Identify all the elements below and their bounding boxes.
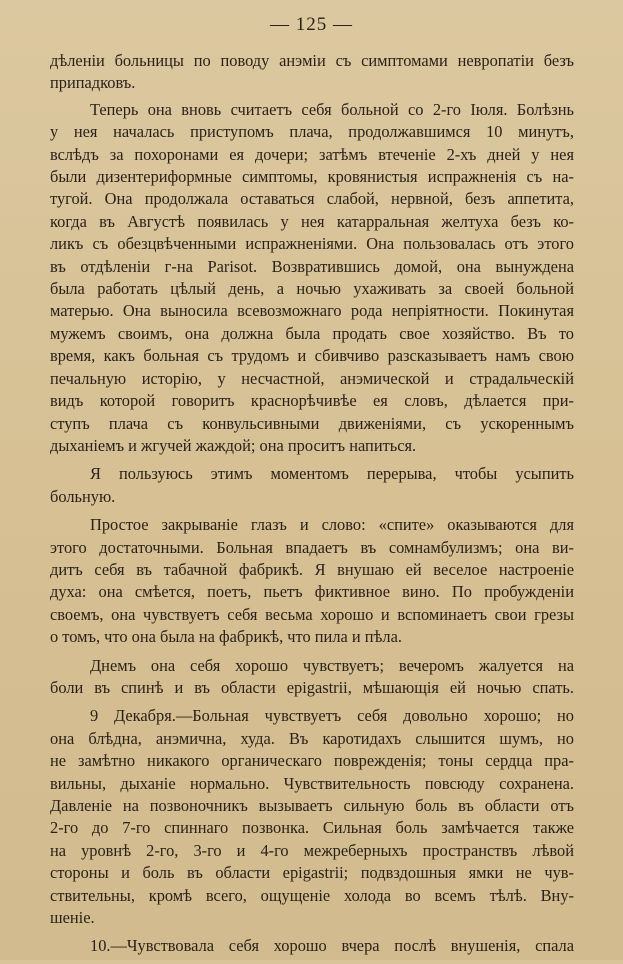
text-line: у нея началась приступомъ плача, продолжавшимся 10 минутъ,: [50, 122, 574, 142]
text-line: 2-го до 7-го спиннаго позвонка. Сильная боль замѣчается также: [50, 818, 574, 838]
text-line: на уровнѣ 2-го, 3-го и 4-го межреберныхъ пространствъ лѣвой: [50, 840, 574, 860]
paragraph-7: [50, 935, 574, 957]
text-line: 10.—Чувствовала себя хорошо вчера послѣ внушенія, спала: [90, 936, 574, 956]
text-line: она блѣдна, анэмична, худа. Въ каротидахъ слышится шумъ, но: [50, 728, 574, 748]
text-line: были дизентериформные симптомы, кровянистыя испражненія съ на-: [50, 167, 574, 187]
paragraph-3: [50, 463, 574, 508]
text-line: мужемъ своимъ, она должна была продать свое хозяйство. Въ то: [50, 323, 574, 343]
text-line: ликъ съ обезцвѣченными испражненіями. Она пользовалась отъ этого: [50, 234, 574, 254]
text-line: время, какъ больная съ трудомъ и сбивчиво разсказываетъ намъ свою: [50, 346, 574, 366]
paragraph-5: [50, 655, 574, 700]
text-line: своемъ, она чувствуетъ себя весьма хорошо и вспоминаетъ свои грезы: [50, 604, 574, 624]
text-line: боли въ спинѣ и въ области epigastrii, мѣшающія ей ночью спать.: [50, 677, 574, 697]
text-line: была работать цѣлый день, а ночью ухаживать за своей больной: [50, 279, 574, 299]
text-line: шеніе.: [50, 908, 95, 928]
text-line: дитъ себя въ табачной фабрикѣ. Я внушаю ей веселое настроеніе: [50, 559, 574, 579]
text-line: припадковъ.: [50, 73, 136, 93]
text-line: больную.: [50, 486, 116, 506]
text-line: матерью. Она выносила всевозможнаго рода непріятности. Покинутая: [50, 301, 574, 321]
text-line: Простое закрываніе глазъ и слово: «спите» оказываются для: [90, 515, 574, 535]
text-line: стороны и боль въ области epigastrii; подвздошныя ямки не чув-: [50, 863, 574, 883]
text-line: когда въ Августѣ появилась у нея катарральная желтуха безъ ко-: [50, 211, 574, 231]
text-line: дѣленіи больницы по поводу анэміи съ симптомами невропатіи безъ: [50, 51, 574, 70]
paragraph-4: [50, 514, 574, 648]
text-line: ствительны, кромѣ всего, ощущеніе холода во всемъ тѣлѣ. Вну-: [50, 885, 574, 905]
text-line: вильны, дыханіе нормально. Чувствительность повсюду сохранена.: [50, 773, 574, 793]
text-line: вслѣдъ за похоронами ея дочери; затѣмъ втеченіе 2-хъ дней у нея: [50, 144, 574, 164]
text-line: о томъ, что она была на фабрикѣ, что пила и пѣла.: [50, 627, 402, 647]
text-line: дыханіемъ и жгучей жаждой; она проситъ напиться.: [50, 435, 417, 455]
paragraph-2: [50, 99, 574, 458]
page-body: [50, 50, 574, 964]
text-line: этого достаточными. Больная впадаетъ въ сомнамбулизмъ; она ви-: [50, 537, 574, 557]
text-line: Теперь она вновь считаетъ себя больной со 2-го Іюля. Болѣзнь: [90, 99, 574, 119]
text-line: Днемъ она себя хорошо чувствуетъ; вечеромъ жалуется на: [90, 655, 574, 675]
text-line: печальную исторію, у несчастной, анэмической и страдальческій: [50, 368, 574, 388]
text-line: Я пользуюсь этимъ моментомъ перерыва, чтобы усыпить: [90, 464, 574, 484]
paragraph-1: [50, 50, 574, 95]
text-line: тугой. Она продолжала оставаться слабой, нервной, безъ аппетита,: [50, 189, 574, 209]
text-line: въ отдѣленіи г-на Parisot. Возвратившись домой, она вынуждена: [50, 256, 574, 276]
text-line: ступъ плача съ конвульсивными движеніями, съ ускореннымъ: [50, 413, 574, 433]
page-number: — 125 —: [270, 14, 353, 35]
text-line: не замѣтно никакого органическаго поврежденія; тоны сердца пра-: [50, 751, 574, 771]
text-line: 9 Декабря.—Больная чувствуетъ себя довольно хорошо; но: [90, 706, 574, 726]
text-line: Давленіе на позвоночникъ вызываетъ сильную боль въ области отъ: [50, 796, 574, 815]
text-line: духа: она смѣется, поетъ, пьетъ фиктивное вино. По пробужденіи: [50, 582, 574, 602]
text-line: видъ которой говоритъ краснорѣчивѣе ея словъ, дѣлается при-: [50, 391, 574, 411]
paragraph-6: [50, 705, 574, 929]
